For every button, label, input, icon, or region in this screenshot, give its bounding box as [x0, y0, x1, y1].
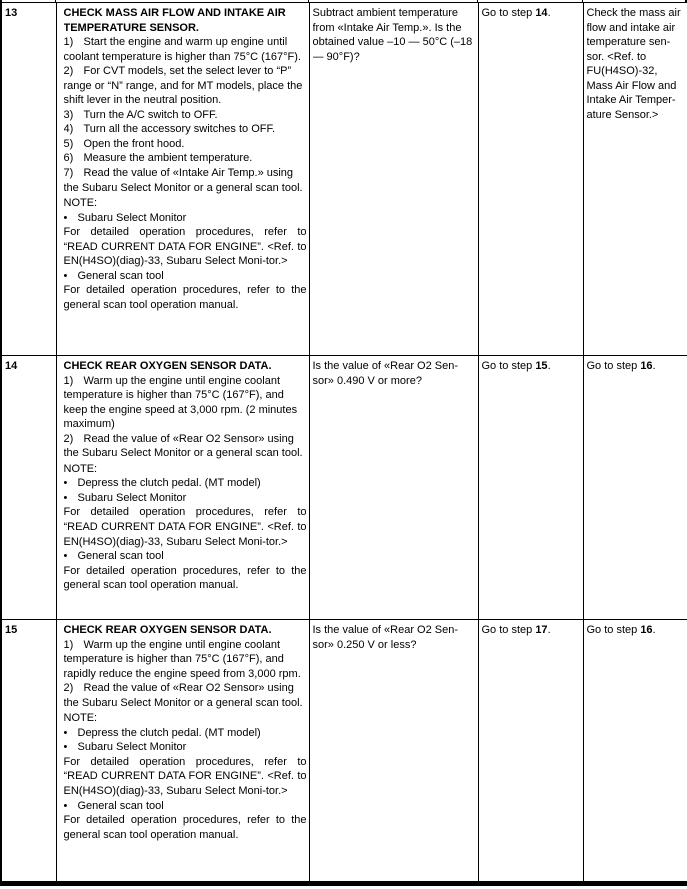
- procedure-justify: For detailed operation procedures, refer to the general scan tool operation manual.: [63, 564, 307, 592]
- procedure-bullet: • General scan tool: [63, 269, 164, 282]
- condition-cell: [309, 620, 478, 884]
- condition-text: Subtract ambient temperature from «Intake Air Temp.». Is the obtained value –10 — 50°C (–18 — 90°F)?: [312, 7, 473, 63]
- procedure-justify: For detailed operation procedures, refer to “READ CURRENT DATA FOR ENGINE”. <Ref. to EN(H4SO)(diag)-33, Subaru Select Moni-tor.>: [63, 506, 307, 548]
- procedure-content: [64, 359, 307, 619]
- procedure-title: CHECK MASS AIR FLOW AND INTAKE AIR TEMPERATURE SENSOR.: [63, 7, 286, 34]
- procedure-item: 2) Read the value of «Rear O2 Sensor» using the Subaru Select Monitor or a general scan tool.: [63, 682, 303, 709]
- step-number: 14: [5, 360, 18, 372]
- step-cell: [1, 356, 56, 620]
- item-number: 7): [63, 167, 74, 180]
- no-text: Go to step: [586, 624, 641, 636]
- no-action: [587, 359, 686, 619]
- yes-text-after: .: [547, 360, 551, 372]
- bullet-marker: •: [63, 550, 68, 563]
- step-number: 13: [5, 7, 18, 19]
- yes-text: Go to step: [481, 7, 536, 19]
- item-number: 4): [63, 123, 74, 136]
- procedure-note: NOTE:: [63, 462, 98, 475]
- procedure-bullet: • Depress the clutch pedal. (MT model): [63, 726, 261, 739]
- procedure-justify: For detailed operation procedures, refer to the general scan tool operation manual.: [63, 814, 307, 841]
- procedure-item: 2) For CVT models, set the select lever to “P” range or “N” range, and for MT models, place the shift lever in the neutral position.: [63, 65, 303, 107]
- bullet-marker: •: [63, 477, 68, 490]
- bullet-marker: •: [63, 726, 68, 739]
- procedure-note: NOTE:: [63, 197, 98, 210]
- yes-step-number: 15: [535, 360, 548, 372]
- step-cell: [1, 620, 56, 884]
- yes-action: [482, 623, 581, 881]
- procedure-bullet: • Depress the clutch pedal. (MT model): [63, 477, 261, 490]
- procedure-cell: [56, 3, 309, 356]
- no-action-cell: [583, 620, 687, 884]
- procedure-item: 6) Measure the ambient temperature.: [63, 152, 253, 165]
- no-action-cell: [583, 3, 687, 356]
- procedure-bullet: • Subaru Select Monitor: [63, 491, 187, 504]
- procedure-justify: For detailed operation procedures, refer to “READ CURRENT DATA FOR ENGINE”. <Ref. to EN(H4SO)(diag)-33, Subaru Select Moni-tor.>: [63, 226, 307, 268]
- item-number: 2): [63, 65, 74, 78]
- table-row-13: [1, 3, 687, 356]
- procedure-content: [64, 6, 307, 355]
- no-text: Go to step: [586, 360, 641, 372]
- yes-text: Go to step: [481, 360, 536, 372]
- yes-step-number: 14: [535, 7, 548, 19]
- yes-text-after: .: [547, 624, 551, 636]
- yes-step-number: 17: [535, 624, 548, 636]
- procedure-justify: For detailed operation procedures, refer to “READ CURRENT DATA FOR ENGINE”. <Ref. to EN(H4SO)(diag)-33, Subaru Select Moni-tor.>: [63, 755, 307, 798]
- bullet-marker: •: [63, 491, 68, 504]
- yes-action-cell: [478, 356, 583, 620]
- procedure-title: CHECK REAR OXYGEN SENSOR DATA.: [63, 624, 272, 636]
- item-number: 3): [63, 108, 74, 121]
- no-action: [587, 623, 686, 881]
- no-text-after: .: [652, 360, 656, 372]
- condition-text: Is the value of «Rear O2 Sen-sor» 0.250 V or less?: [312, 624, 459, 651]
- procedure-cell: [56, 620, 309, 884]
- step-cell: [1, 3, 56, 356]
- procedure-item: 2) Read the value of «Rear O2 Sensor» using the Subaru Select Monitor or a general scan tool.: [63, 432, 303, 460]
- bullet-marker: •: [63, 799, 68, 812]
- procedure-item: 3) Turn the A/C switch to OFF.: [63, 108, 218, 121]
- procedure-cell: [56, 356, 309, 620]
- step-number: 15: [5, 624, 18, 636]
- condition-cell: [309, 356, 478, 620]
- condition-cell: [309, 3, 478, 356]
- yes-action: [482, 359, 581, 619]
- no-text-after: .: [652, 624, 656, 636]
- item-number: 1): [63, 36, 74, 49]
- table-row-15: [1, 620, 687, 884]
- no-action: Check the mass air flow and intake air temperature sen-sor. <Ref. to FU(H4SO)-32, Mass Air Flow and Intake Air Temper-ature Sensor.>: [586, 7, 681, 121]
- yes-action-cell: [478, 3, 583, 356]
- yes-text: Go to step: [481, 624, 536, 636]
- diagnostic-table: [0, 2, 687, 886]
- yes-action: [482, 6, 581, 355]
- procedure-title: CHECK REAR OXYGEN SENSOR DATA.: [63, 360, 272, 372]
- no-action-cell: [583, 356, 687, 620]
- no-step-number: 16: [640, 360, 653, 372]
- bullet-marker: •: [63, 741, 68, 754]
- procedure-item: 4) Turn all the accessory switches to OFF.: [63, 123, 276, 136]
- item-number: 5): [63, 137, 74, 150]
- bullet-marker: •: [63, 211, 68, 224]
- procedure-content: [64, 623, 307, 881]
- procedure-note: NOTE:: [63, 712, 98, 725]
- procedure-justify: For detailed operation procedures, refer to the general scan tool operation manual.: [63, 284, 307, 311]
- procedure-item: 7) Read the value of «Intake Air Temp.» using the Subaru Select Monitor or a general scan tool.: [63, 167, 303, 194]
- no-step-number: 16: [640, 624, 653, 636]
- procedure-item: 5) Open the front hood.: [63, 137, 185, 150]
- item-number: 2): [63, 682, 74, 695]
- bullet-marker: •: [63, 269, 68, 282]
- yes-action-cell: [478, 620, 583, 884]
- condition-text: Is the value of «Rear O2 Sen-sor» 0.490 V or more?: [312, 360, 459, 387]
- procedure-bullet: • Subaru Select Monitor: [63, 741, 187, 754]
- procedure-bullet: • Subaru Select Monitor: [63, 211, 187, 224]
- procedure-item: 1) Warm up the engine until engine coolant temperature is higher than 75°C (167°F), and rapidly reduce the engine speed from 3,000 rpm.: [63, 638, 301, 680]
- procedure-bullet: • General scan tool: [63, 799, 164, 812]
- item-number: 1): [63, 638, 74, 651]
- procedure-bullet: • General scan tool: [63, 550, 164, 563]
- item-number: 2): [63, 432, 74, 445]
- table-row-14: [1, 356, 687, 620]
- item-number: 6): [63, 152, 74, 165]
- procedure-item: 1) Warm up the engine until engine coolant temperature is higher than 75°C (167°F), and keep the engine speed at 3,000 rpm. (2 minutes maximum): [63, 374, 298, 431]
- procedure-item: 1) Start the engine and warm up engine until coolant temperature is higher than 75°C (167°F).: [63, 36, 301, 63]
- item-number: 1): [63, 374, 74, 387]
- yes-text-after: .: [547, 7, 551, 19]
